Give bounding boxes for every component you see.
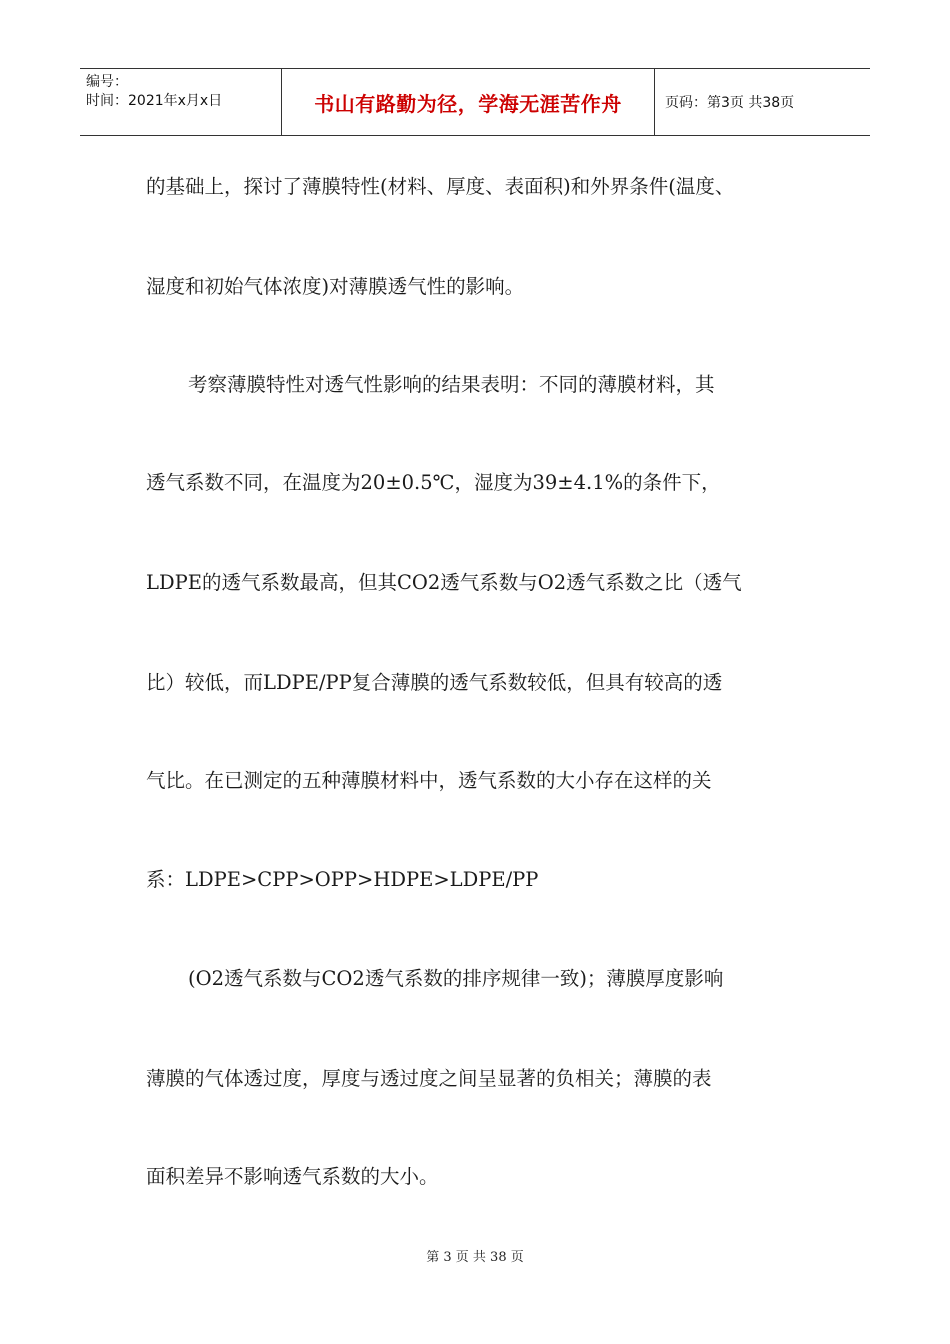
number-label: 编号：	[86, 74, 128, 90]
body-line-6: 比）较低，而LDPE/PP复合薄膜的透气系数较低，但具有较高的透	[146, 671, 723, 694]
body-line-11: 面积差异不影响透气系数的大小。	[146, 1165, 439, 1188]
body-line-8: 系：LDPE>CPP>OPP>HDPE>LDPE/PP	[146, 868, 539, 891]
body-line-3: 考察薄膜特性对透气性影响的结果表明：不同的薄膜材料，其	[188, 373, 715, 396]
footer-page-number: 第 3 页 共 38 页	[426, 1250, 524, 1265]
header-motto-cell	[282, 69, 655, 135]
document-header	[80, 68, 870, 136]
body-line-9: (O2透气系数与CO2透气系数的排序规律一致)；薄膜厚度影响	[188, 967, 724, 990]
header-page-cell	[655, 69, 870, 135]
body-line-5: LDPE的透气系数最高，但其CO2透气系数与O2透气系数之比（透气	[146, 571, 742, 594]
body-line-7: 气比。在已测定的五种薄膜材料中，透气系数的大小存在这样的关	[146, 769, 712, 792]
page-footer	[0, 1246, 950, 1265]
motto-text: 书山有路勤为径，学海无涯苦作舟	[314, 91, 622, 116]
body-line-10: 薄膜的气体透过度，厚度与透过度之间呈显著的负相关；薄膜的表	[146, 1067, 712, 1090]
header-meta-cell	[80, 69, 282, 135]
time-label: 时间：2021年x月x日	[86, 93, 223, 109]
page-info: 页码：第3页 共38页	[665, 95, 795, 111]
body-line-1: 的基础上，探讨了薄膜特性(材料、厚度、表面积)和外界条件(温度、	[146, 175, 735, 198]
body-line-4: 透气系数不同，在温度为20±0.5℃，湿度为39±4.1%的条件下，	[146, 471, 721, 494]
body-line-2: 湿度和初始气体浓度)对薄膜透气性的影响。	[146, 275, 525, 298]
